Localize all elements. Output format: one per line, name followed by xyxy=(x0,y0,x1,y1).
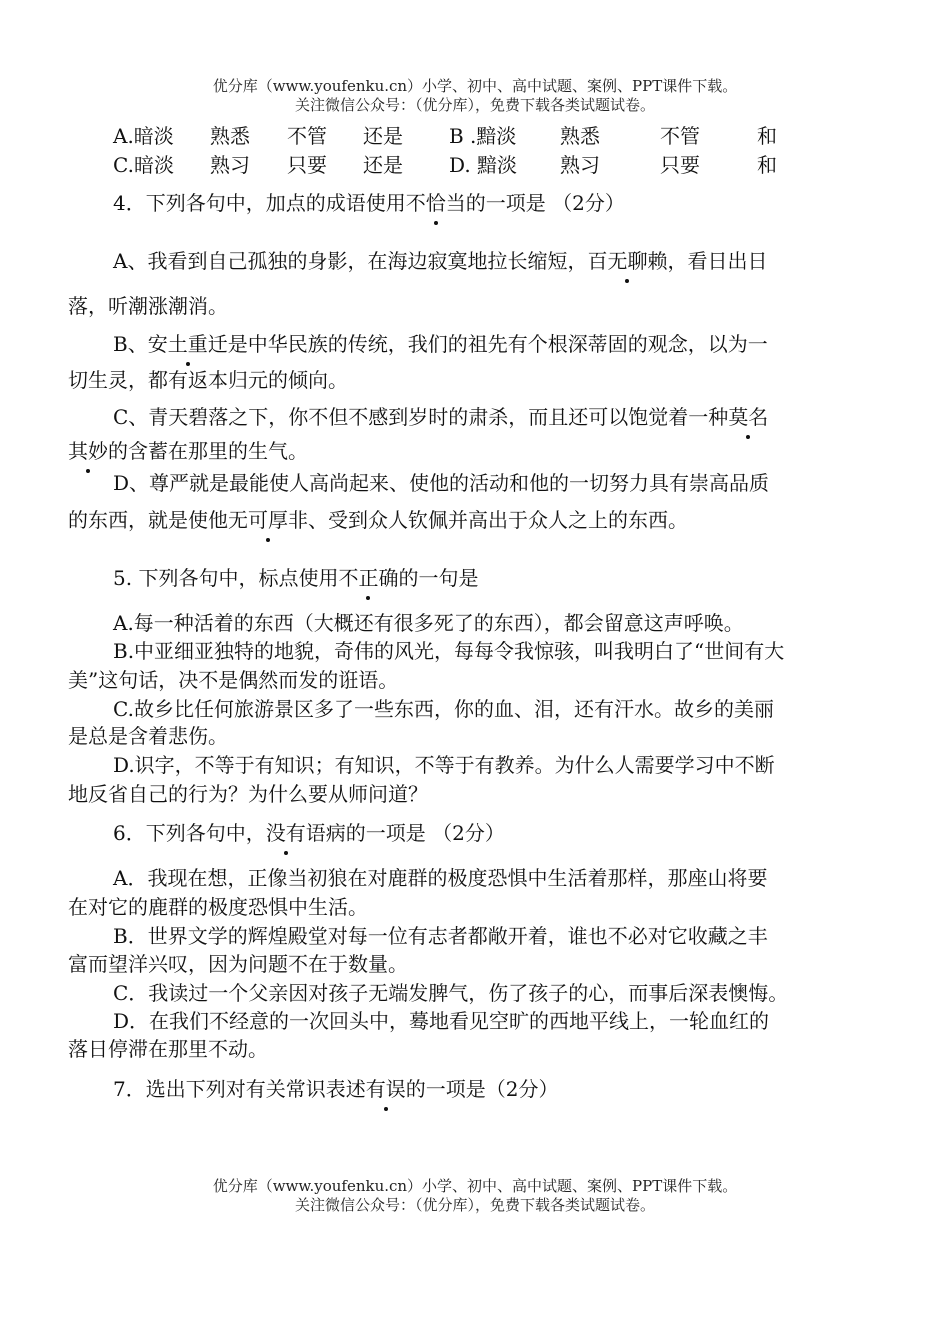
q5-option-c-line-1: C.故乡比任何旅游景区多了一些东西，你的血、泪，还有汗水。故乡的美丽 xyxy=(113,697,774,721)
q4-option-c-idiom-part-2: 其妙 xyxy=(68,439,108,463)
q3-option-d-word-4: 和 xyxy=(757,153,777,177)
q5-option-b-line-1: B.中亚细亚独特的地貌，奇伟的风光，每每令我惊骇，叫我明白了“世间有大 xyxy=(113,639,785,663)
q4-option-b-line-2: 切生灵，都有返本归元的倾向。 xyxy=(68,368,348,392)
q4-option-d-line-2: 的东西，就是使他无可厚非、受到众人钦佩并高出于众人之上的东西。 xyxy=(68,508,688,532)
q4-option-a-line-2: 落，听潮涨潮消。 xyxy=(68,294,228,318)
q6-stem-emphasis: 没有 xyxy=(265,821,306,845)
header-line-1: 优分库（www.youfenku.cn）小学、初中、高中试题、案例、PPT课件下载。 xyxy=(212,77,738,95)
q3-option-b-label: B .黯淡 xyxy=(449,124,517,148)
q4-option-b-idiom: 安土重迁 xyxy=(147,332,228,356)
q4-option-c-line-1: C、青天碧落之下，你不但不感到岁时的肃杀，而且还可以饱觉着一种莫名 xyxy=(113,405,769,429)
q3-option-d-label: D. 黯淡 xyxy=(449,153,518,177)
q4-option-c-line-2: 其妙的含蓄在那里的生气。 xyxy=(68,439,308,463)
q3-option-a-word-4: 还是 xyxy=(363,124,403,148)
q4-stem: 4．下列各句中，加点的成语使用不恰当的一项是 （2分） xyxy=(113,191,625,215)
q3-option-c-word-4: 还是 xyxy=(363,153,403,177)
q3-option-c-word-3: 只要 xyxy=(287,153,327,177)
q3-option-c-label: C.暗淡 xyxy=(113,153,174,177)
q4-option-a-line-1: A、我看到自己孤独的身影，在海边寂寞地拉长缩短，百无聊赖，看日出日 xyxy=(113,249,768,273)
q3-option-a-word-3: 不管 xyxy=(287,124,327,148)
q4-option-a-idiom: 百无聊赖 xyxy=(587,249,668,273)
q4-option-c-idiom-part-1: 莫名 xyxy=(728,405,769,429)
q3-option-c-word-2: 熟习 xyxy=(210,153,250,177)
footer-line-1: 优分库（www.youfenku.cn）小学、初中、高中试题、案例、PPT课件下载。 xyxy=(212,1177,738,1195)
q5-stem-emphasis: 不正确 xyxy=(338,566,399,590)
q5-option-c-line-2: 是总是含着悲伤。 xyxy=(68,724,228,748)
q5-option-d-line-1: D.识字，不等于有知识；有知识，不等于有教养。为什么人需要学习中不断 xyxy=(113,753,775,777)
q4-stem-emphasis: 不恰当 xyxy=(405,191,466,215)
q3-option-b-word-4: 和 xyxy=(757,124,777,148)
q6-option-c: C．我读过一个父亲因对孩子无端发脾气，伤了孩子的心，而事后深表懊悔。 xyxy=(113,981,789,1005)
q6-option-a-line-1: A．我现在想，正像当初狼在对鹿群的极度恐惧中生活着那样，那座山将要 xyxy=(113,866,768,890)
q6-stem: 6．下列各句中，没有语病的一项是 （2分） xyxy=(113,821,505,845)
q4-option-b-line-1: B、安土重迁是中华民族的传统，我们的祖先有个根深蒂固的观念，以为一 xyxy=(113,332,768,356)
q6-option-d-line-2: 落日停滞在那里不动。 xyxy=(68,1037,268,1061)
q3-option-d-word-3: 只要 xyxy=(660,153,700,177)
header-line-2: 关注微信公众号：（优分库），免费下载各类试题试卷。 xyxy=(294,96,655,114)
q4-option-d-idiom: 无可厚非 xyxy=(228,508,308,532)
q6-option-d-line-1: D．在我们不经意的一次回头中，蓦地看见空旷的西地平线上，一轮血红的 xyxy=(113,1009,770,1033)
q5-option-a: A.每一种活着的东西（大概还有很多死了的东西），都会留意这声呼唤。 xyxy=(113,611,744,635)
q5-stem: 5. 下列各句中，标点使用不正确的一句是 xyxy=(113,566,479,590)
q3-option-b-word-3: 不管 xyxy=(660,124,700,148)
footer-line-2: 关注微信公众号：（优分库），免费下载各类试题试卷。 xyxy=(294,1196,655,1214)
q5-option-b-line-2: 美”这句话，决不是偶然而发的诳语。 xyxy=(68,668,399,692)
q3-option-a-word-2: 熟悉 xyxy=(210,124,250,148)
q3-option-a-label: A.暗淡 xyxy=(113,124,174,148)
q6-option-a-line-2: 在对它的鹿群的极度恐惧中生活。 xyxy=(68,895,368,919)
q4-option-d-line-1: D、尊严就是最能使人高尚起来、使他的活动和他的一切努力具有崇高品质 xyxy=(113,471,770,495)
q7-stem: 7．选出下列对有关常识表述有误的一项是（2分） xyxy=(113,1077,559,1101)
q7-stem-emphasis: 有误 xyxy=(365,1077,406,1101)
q5-option-d-line-2: 地反省自己的行为？为什么要从师问道？ xyxy=(68,782,428,806)
q6-option-b-line-1: B．世界文学的辉煌殿堂对每一位有志者都敞开着，谁也不必对它收藏之丰 xyxy=(113,924,768,948)
q6-option-b-line-2: 富而望洋兴叹，因为问题不在于数量。 xyxy=(68,952,408,976)
q3-option-b-word-2: 熟悉 xyxy=(560,124,600,148)
q3-option-d-word-2: 熟习 xyxy=(560,153,600,177)
